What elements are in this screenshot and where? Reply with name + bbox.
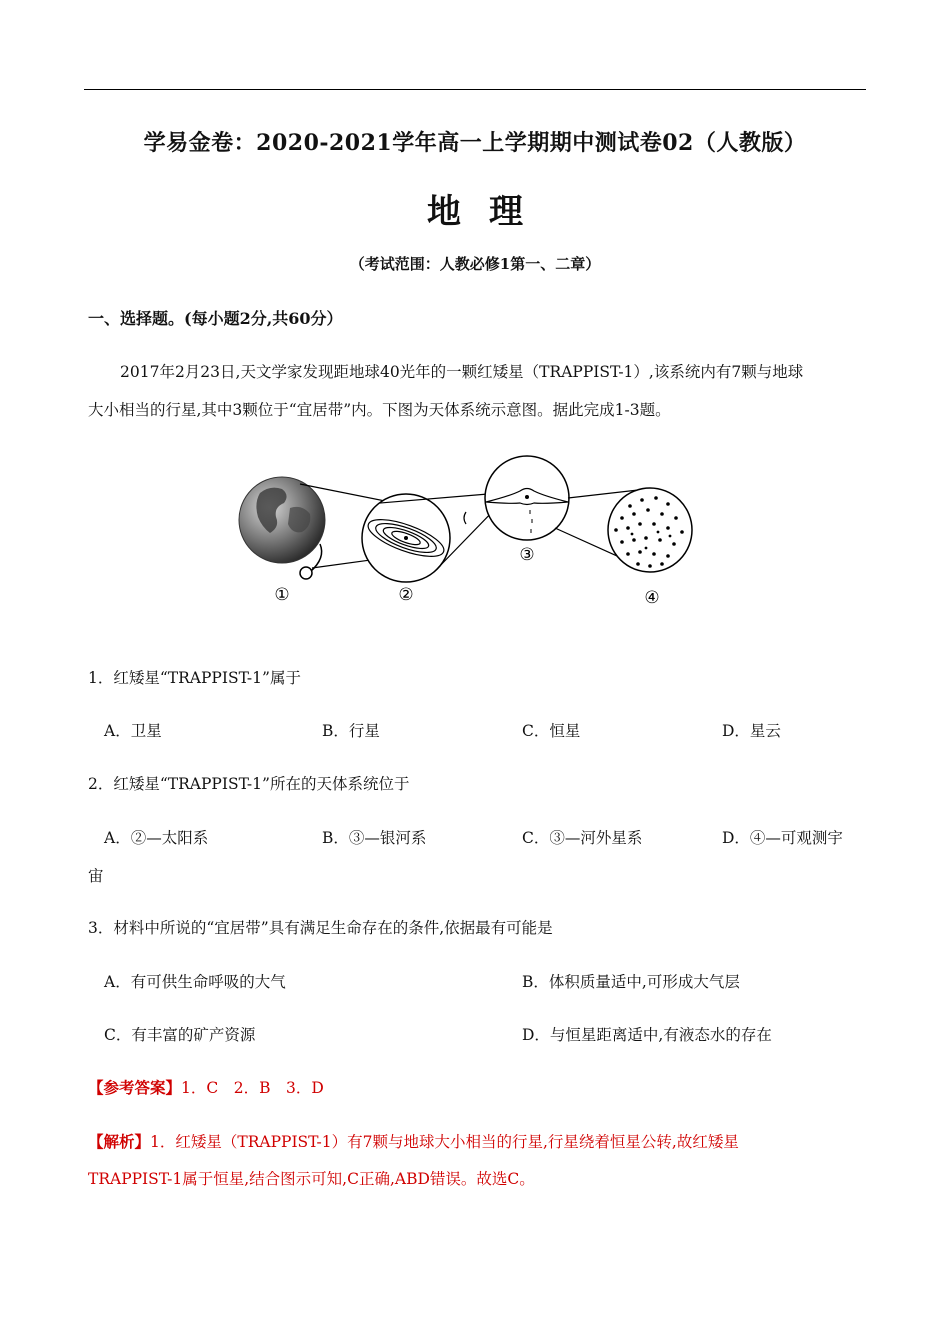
earth-icon — [239, 477, 325, 563]
analysis-line-2: TRAPPIST-1属于恒星,结合图示可知,C正确,ABD错误。故选C。 — [88, 1170, 535, 1188]
analysis-line-1 — [88, 1130, 739, 1152]
question-3-stem: 3．材料中所说的“宜居带”具有满足生命存在的条件,依据最有可能是 — [88, 919, 553, 937]
answer-text: 1．C 2．B 3．D — [181, 1079, 324, 1097]
question-1-option-c: C．恒星 — [522, 722, 581, 740]
figure-label-2: ② — [398, 585, 414, 605]
header-rule — [84, 89, 866, 90]
answer-block — [88, 1076, 324, 1098]
milky-way-icon — [485, 456, 569, 540]
question-1-option-a: A．卫星 — [104, 722, 162, 740]
exam-range: （考试范围：人教必修1第一、二章） — [349, 255, 601, 273]
question-3-option-d: D．与恒星距离适中,有液态水的存在 — [522, 1026, 772, 1044]
figure-label-1: ① — [274, 585, 290, 605]
question-2-option-d: D．④—可观测宇 — [722, 829, 843, 847]
celestial-system-figure — [230, 448, 710, 613]
observable-universe-icon — [608, 488, 692, 572]
passage-line-1: 2017年2月23日,天文学家发现距地球40光年的一颗红矮星（TRAPPIST-1）,该系统内有7颗与地球 — [120, 363, 804, 381]
question-2-option-c: C．③—河外星系 — [522, 829, 643, 847]
page-title: 学易金卷：2020-2021学年高一上学期期中测试卷02（人教版） — [143, 130, 807, 156]
figure-label-3: ③ — [519, 545, 535, 565]
question-1-option-d: D．星云 — [722, 722, 781, 740]
question-1-option-b: B．行星 — [322, 722, 380, 740]
question-2-option-b: B．③—银河系 — [322, 829, 427, 847]
moon-icon — [300, 567, 312, 579]
figure-label-4: ④ — [644, 588, 660, 608]
question-1-stem: 1．红矮星“TRAPPIST-1”属于 — [88, 669, 301, 687]
question-3-option-b: B．体积质量适中,可形成大气层 — [522, 973, 740, 991]
answer-label: 【参考答案】 — [88, 1078, 182, 1097]
question-3-option-c: C．有丰富的矿产资源 — [104, 1026, 256, 1044]
passage-line-2: 大小相当的行星,其中3颗位于“宜居带”内。下图为天体系统示意图。据此完成1-3题。 — [88, 401, 671, 419]
question-2-option-a: A．②—太阳系 — [104, 829, 209, 847]
analysis-text-1: 1．红矮星（TRAPPIST-1）有7颗与地球大小相当的行星,行星绕着恒星公转,故红矮星 — [150, 1133, 739, 1151]
section-heading: 一、选择题。(每小题2分,共60分） — [88, 309, 343, 328]
analysis-label: 【解析】 — [88, 1132, 151, 1151]
subject-title: 地理 — [427, 192, 551, 232]
question-2-stem: 2．红矮星“TRAPPIST-1”所在的天体系统位于 — [88, 775, 410, 793]
question-2-option-d-wrap: 宙 — [88, 867, 104, 885]
question-3-option-a: A．有可供生命呼吸的大气 — [104, 973, 286, 991]
